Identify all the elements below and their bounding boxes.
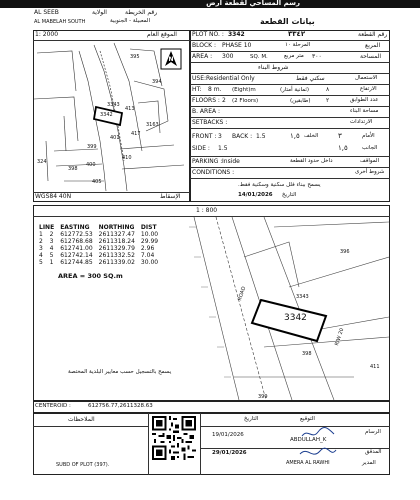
area-summary: AREA = 300 SQ.m	[58, 272, 123, 280]
ht-label: HT:	[192, 86, 202, 93]
back-value: 1.5	[256, 133, 266, 140]
col-northing: NORTHING	[98, 224, 135, 231]
plot-label: 3342	[284, 313, 307, 323]
centeroid-label: CENTEROID :	[35, 403, 71, 409]
neighbor-398: 398	[302, 351, 312, 357]
cell: 2611329.79	[98, 245, 135, 252]
front-ar: ٣	[338, 132, 342, 140]
neighbor-3343: 3343	[296, 294, 309, 300]
date-col-label: التاريخ	[244, 416, 259, 422]
plot-no-label: PLOT NO. :	[192, 31, 224, 38]
scale-2: 1 : 800	[196, 207, 218, 214]
loc-label-394: 394	[152, 79, 162, 85]
wgs-label: WGS84 40N	[35, 193, 72, 200]
scale-1: 1: 2000	[35, 31, 59, 38]
row-line-5	[190, 84, 390, 85]
drawer-date: 19/01/2026	[212, 432, 244, 438]
coordinate-table	[36, 224, 161, 266]
general-location-label: الموقع العام	[147, 31, 177, 38]
cell: 612742.14	[60, 252, 93, 259]
drawer-signature	[300, 426, 336, 440]
back-ar: ١,٥	[290, 132, 300, 140]
loc-label-405: 405	[92, 179, 102, 185]
sig-col-label: التوقيع	[300, 416, 315, 422]
terms-title: شروط البناء	[258, 64, 289, 71]
area-label-ar: المساحة	[360, 53, 382, 60]
parking-ar: داخل حدود القطعة	[290, 158, 333, 164]
drawer-label: الرسام	[365, 429, 381, 435]
use-label: USE:	[192, 75, 207, 82]
area-ar: ٣٠٠	[312, 53, 322, 60]
cell: 1	[39, 231, 43, 238]
table-row	[36, 259, 161, 266]
row-line-12	[190, 178, 390, 179]
ht-label-ar: الارتفاع	[360, 86, 377, 92]
cell: 2611318.24	[98, 238, 135, 245]
cell: 1	[49, 259, 54, 266]
ht-words: (Eight)m	[232, 87, 256, 93]
row-line-3	[190, 62, 390, 63]
loc-label-413: 413	[125, 106, 135, 112]
block-ar: المرحلة ١٠	[285, 42, 311, 48]
cell: 2.96	[140, 245, 155, 252]
table-row	[36, 245, 161, 252]
cell: 30.00	[140, 259, 159, 266]
area-unit-ar: متر مربع	[284, 53, 304, 59]
sig-row-2	[200, 448, 390, 449]
use-ar: سكني فقط	[296, 75, 325, 82]
cell: 3	[49, 238, 54, 245]
loc-label-324: 324	[37, 159, 47, 165]
cell: 4	[39, 252, 43, 259]
side-label: SIDE :	[192, 145, 210, 152]
barea-label-ar: مساحة البناء	[350, 108, 379, 114]
centeroid-box	[33, 401, 390, 413]
use-label-ar: الاستعمال	[355, 75, 378, 81]
header-banner-title: رسم المساحي لقطعة أرض	[206, 0, 300, 7]
qr-code-icon	[152, 416, 196, 460]
plot-date-label: التاريخ	[282, 192, 297, 198]
barea-label: B. AREA :	[192, 108, 221, 115]
plot-date: 14/01/2026	[238, 192, 273, 198]
north-arrow-icon	[160, 48, 182, 70]
floors-value: 2	[222, 97, 226, 104]
table-row	[36, 238, 161, 245]
auditor-label: المدقق	[365, 449, 382, 455]
area-en: AL MABELAH SOUTH	[34, 19, 86, 25]
cell: 2	[39, 238, 43, 245]
auditor-date: 29/01/2026	[212, 450, 247, 456]
block-label-ar: المربع	[365, 42, 381, 49]
cell: 4	[49, 245, 54, 252]
loc-label-3342: 3342	[100, 112, 113, 118]
cell: 3	[39, 245, 43, 252]
plot-note: يسمح ببناء فلل سكنية وسكنية فقط.	[238, 182, 321, 188]
row-line-2	[190, 51, 390, 52]
remarks-divider	[33, 426, 148, 427]
back-label: BACK :	[232, 133, 253, 140]
conditions-label: CONDITIONS :	[192, 169, 235, 176]
plot-section-title: بيانات القطعة	[260, 17, 315, 26]
use-value: Residential Only	[206, 75, 255, 82]
ht-ar: ٨	[326, 86, 330, 93]
row-line-10	[190, 156, 390, 157]
cell: 612741.00	[60, 245, 93, 252]
plot-no-ar: ٣٣٤٢	[288, 30, 306, 38]
cell: 2611332.52	[98, 252, 135, 259]
row-line-8	[190, 117, 390, 118]
side-ar: ١,٥	[338, 144, 348, 152]
loc-label-398: 398	[68, 166, 78, 172]
loc-label-3343: 3343	[107, 102, 120, 108]
cell: 2611339.02	[98, 259, 135, 266]
block-label: BLOCK :	[192, 42, 217, 49]
director-label: المدير	[362, 460, 376, 466]
loc-label-395: 395	[130, 54, 140, 60]
building-note: يسمح بالتسجيل حسب معايير البلدية المختصة	[68, 369, 172, 375]
cell: 5	[39, 259, 43, 266]
cell: 2611327.47	[98, 231, 135, 238]
parking-label: PARKING :	[192, 158, 223, 165]
neighbor-411: 411	[370, 364, 380, 370]
setbacks-label-ar: الارتدادات	[350, 119, 373, 125]
side-value: 1.5	[218, 145, 228, 152]
loc-label-417: 417	[131, 131, 141, 137]
floors-label: FLOORS :	[192, 97, 220, 104]
ht-words-ar: (ثمانية أمتار)	[280, 87, 310, 93]
sig-row-1	[200, 426, 390, 427]
subd-of-plot: SUBD OF PLOT (397).	[56, 462, 110, 468]
col-line: LINE	[39, 224, 55, 231]
area-label: AREA :	[192, 53, 213, 60]
wilayat-value: AL SEEB	[34, 9, 59, 16]
floors-ar: ٢	[326, 97, 330, 104]
loc-label-399: 399	[87, 144, 97, 150]
front-label-ar: الأمام	[362, 133, 375, 139]
setbacks-label: SETBACKS :	[192, 119, 228, 126]
road-label-2: R/W 20	[334, 327, 346, 347]
coordinate-table-header	[36, 224, 161, 231]
plot-no-label-ar: رقم القطعة	[358, 31, 388, 38]
loc-label-3163: 3163	[146, 122, 159, 128]
parking-value: Inside	[222, 158, 240, 165]
row-line-11	[190, 167, 390, 168]
area-unit: SQ. M.	[250, 54, 268, 60]
plot-no-value: 3342	[228, 31, 245, 38]
row-line-9	[190, 128, 390, 129]
cell: 612768.68	[60, 238, 93, 245]
area-value: 300	[222, 53, 234, 60]
parking-label-ar: المواقف	[360, 158, 380, 164]
layout-label: الإسقاط	[160, 193, 181, 200]
side-label-ar: الجانب	[362, 145, 378, 151]
row-line-1	[190, 40, 390, 41]
row-line-4	[190, 73, 390, 74]
svg-text:N: N	[168, 56, 174, 63]
col-easting: EASTING	[60, 224, 90, 231]
ht-value: 8 m.	[208, 86, 222, 93]
col-dist: DIST	[140, 224, 157, 231]
footer-divider-2	[200, 413, 201, 475]
cell: 2	[49, 231, 54, 238]
drawer-name: ABDULLAH_K	[290, 437, 327, 443]
loc-label-400: 400	[86, 162, 96, 168]
table-row	[36, 231, 161, 238]
row-line-7	[190, 106, 390, 107]
cell: 7.04	[140, 252, 155, 259]
footer-divider-1	[148, 413, 149, 475]
auditor-name: AMERA AL RAWHI	[286, 460, 330, 466]
auditor-signature	[298, 446, 338, 460]
cell: 612772.53	[60, 231, 93, 238]
loc-label-401: 401	[110, 135, 120, 141]
neighbor-399: 399	[258, 394, 268, 400]
cell: 29.99	[140, 238, 159, 245]
remarks-label: الملاحظات	[68, 416, 95, 423]
conditions-label-ar: شروط أخرى	[355, 169, 385, 175]
neighbor-396: 396	[340, 249, 350, 255]
centeroid-value: 612756.77,2611328.63	[88, 403, 153, 409]
cell: 5	[49, 252, 54, 259]
block-value: PHASE 10	[222, 42, 252, 49]
map-no-label: رقم الخريطة	[125, 9, 158, 16]
floors-words-ar: (طابقين)	[290, 98, 311, 104]
back-label-ar: الخلف	[304, 133, 319, 139]
cell: 612744.85	[60, 259, 93, 266]
row-line-6	[190, 95, 390, 96]
wilayat-label: الولاية	[92, 9, 107, 16]
loc-label-410: 410	[122, 155, 132, 161]
front-label: FRONT :	[192, 133, 217, 140]
cell: 10.00	[140, 231, 159, 238]
area-ar: المعبيلة - الجنوبية	[110, 18, 151, 24]
road-label: ROAD	[237, 285, 248, 302]
floors-words: (2 Floors)	[232, 98, 259, 104]
table-row	[36, 252, 161, 259]
front-value: 3	[218, 133, 222, 140]
floors-label-ar: عدد الطوابق	[350, 97, 379, 103]
